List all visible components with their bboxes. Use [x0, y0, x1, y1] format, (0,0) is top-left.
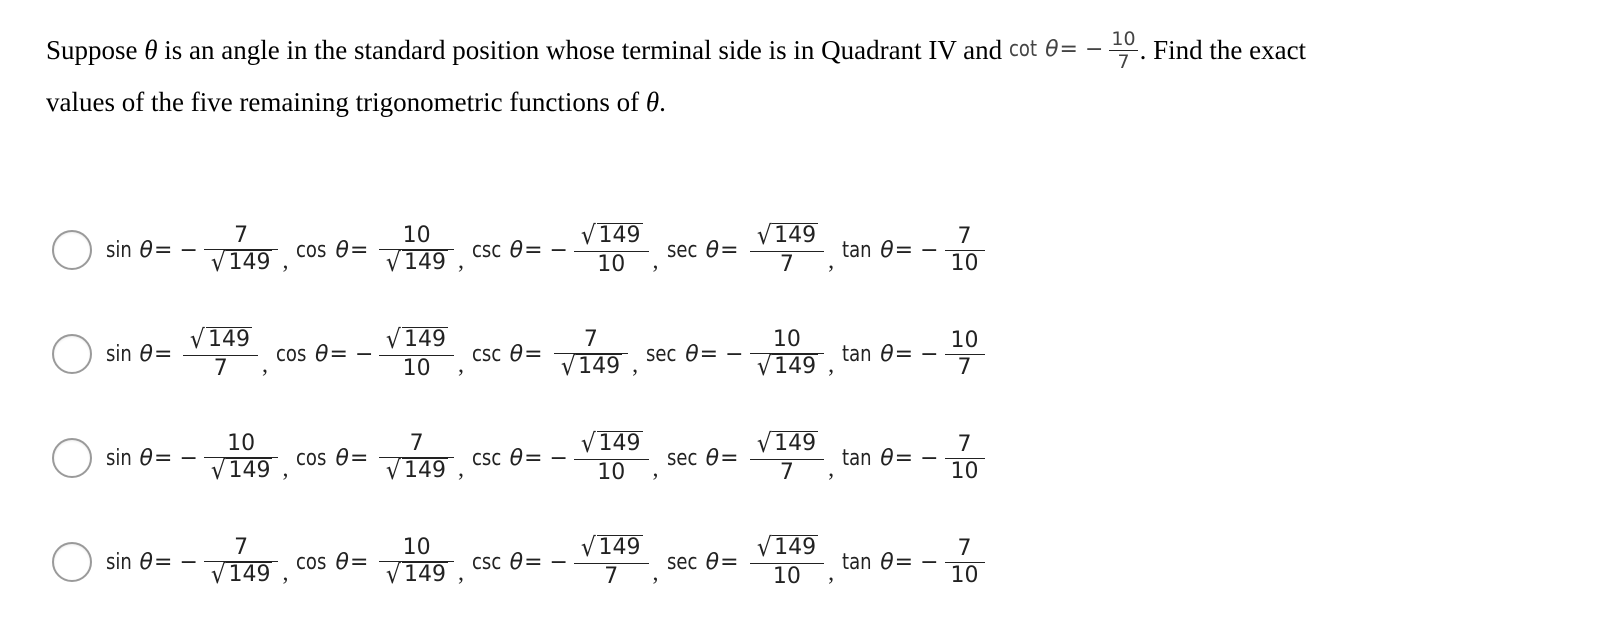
question-period: .: [659, 87, 666, 117]
radical-sign: √: [386, 559, 402, 590]
fraction-denominator: 7: [779, 459, 794, 485]
equals-sign: =: [349, 237, 369, 263]
theta-symbol: θ: [645, 87, 660, 117]
cot-numerator: 10: [1111, 27, 1136, 50]
fraction-denominator: 10: [950, 458, 979, 484]
function-name: sec: [666, 549, 697, 575]
function-name: csc: [471, 341, 502, 367]
equals-sign: =: [524, 445, 543, 471]
minus-sign: −: [725, 341, 744, 367]
comma: ,: [828, 559, 835, 586]
question-text-end: . Find the exact: [1139, 35, 1307, 65]
fraction-denominator: 7: [957, 354, 972, 380]
minus-sign: −: [920, 237, 939, 263]
theta-symbol: θ: [335, 237, 349, 263]
function-name: cos: [296, 445, 327, 471]
answer-option-4[interactable]: [52, 510, 987, 614]
function-name: sin: [106, 341, 132, 367]
fraction-denominator: 10: [597, 251, 626, 277]
comma: ,: [262, 351, 269, 378]
sec-term: [666, 532, 827, 590]
radical-sign: √: [210, 247, 226, 278]
radical-sign: √: [560, 351, 576, 382]
square-root: [189, 324, 252, 355]
square-root: [385, 247, 448, 278]
equals-sign: =: [349, 445, 369, 471]
fraction-numerator: [750, 428, 825, 459]
square-root: [210, 247, 273, 278]
fraction: [750, 220, 825, 278]
theta-symbol: θ: [705, 549, 720, 575]
equals-sign: =: [524, 549, 543, 575]
theta-symbol: θ: [705, 445, 720, 471]
radio-button[interactable]: [52, 334, 92, 374]
minus-sign: −: [549, 549, 568, 575]
radical-sign: √: [386, 247, 402, 278]
comma: ,: [457, 351, 464, 378]
minus-sign: −: [549, 237, 568, 263]
fraction-numerator: 10: [227, 430, 256, 456]
function-name: cos: [276, 341, 307, 367]
csc-term: [471, 220, 651, 278]
answer-options: [52, 198, 987, 614]
minus-sign: −: [179, 549, 198, 575]
square-root: [756, 532, 819, 563]
theta-symbol: θ: [139, 341, 153, 367]
fraction: [379, 223, 454, 278]
radical-sign: √: [210, 455, 226, 486]
answer-option-1[interactable]: [52, 198, 987, 302]
fraction: [183, 324, 258, 382]
fraction-numerator: 10: [402, 534, 431, 560]
fraction-numerator: 10: [402, 222, 431, 248]
square-root: [385, 324, 448, 355]
comma: ,: [828, 247, 835, 274]
radicand: 149: [774, 430, 817, 456]
csc-term: [472, 327, 630, 382]
sec-term: [666, 220, 827, 278]
question-text-line2: values of the five remaining trigonometric functions of: [46, 87, 646, 117]
cos-term: [296, 223, 456, 278]
minus-sign: −: [354, 341, 374, 367]
square-root: [210, 455, 273, 486]
equals-sign: =: [894, 341, 914, 367]
radicand: 149: [774, 222, 817, 248]
radicand: 149: [208, 326, 251, 352]
fraction: [379, 535, 454, 590]
option-expression: [106, 428, 987, 486]
square-root: [756, 428, 819, 459]
comma: ,: [282, 247, 289, 274]
fraction-denominator: 7: [779, 251, 794, 277]
square-root: [756, 351, 819, 382]
comma: ,: [282, 559, 289, 586]
theta-symbol: θ: [509, 549, 524, 575]
equals-sign: =: [349, 549, 369, 575]
minus-sign: −: [920, 549, 939, 575]
function-name: tan: [842, 445, 872, 471]
equals-sign: =: [720, 237, 739, 263]
radical-sign: √: [580, 220, 596, 251]
theta-symbol: θ: [144, 35, 158, 65]
fraction-denominator: 7: [604, 563, 619, 589]
cot-minus: −: [1084, 37, 1104, 62]
question-text: [46, 24, 1606, 128]
radical-sign: √: [190, 324, 206, 355]
fraction: [574, 532, 649, 590]
minus-sign: −: [920, 445, 939, 471]
fraction: [945, 432, 985, 485]
theta-symbol: θ: [139, 445, 153, 471]
theta-symbol: θ: [880, 445, 894, 471]
minus-sign: −: [179, 445, 198, 471]
fraction: [379, 324, 454, 382]
radicand: 149: [598, 534, 641, 560]
theta-symbol: θ: [509, 237, 524, 263]
equals-sign: =: [154, 341, 173, 367]
equals-sign: =: [894, 445, 914, 471]
fraction-numerator: [574, 220, 649, 251]
cot-fraction: [1109, 28, 1137, 73]
square-root: [580, 220, 643, 251]
comma: ,: [828, 351, 835, 378]
equals-sign: =: [720, 549, 739, 575]
fraction-numerator: 7: [583, 326, 598, 352]
equals-sign: =: [524, 237, 543, 263]
radio-button[interactable]: [52, 438, 92, 478]
equals-sign: =: [894, 237, 914, 263]
radicand: 149: [228, 249, 271, 275]
radical-sign: √: [386, 455, 402, 486]
fraction: [750, 327, 825, 382]
fraction-numerator: 10: [950, 327, 979, 353]
tan-term: [842, 432, 986, 485]
fraction-denominator: 10: [950, 250, 979, 276]
radicand: 149: [228, 457, 271, 483]
comma: ,: [828, 455, 835, 482]
cot-theta: θ: [1045, 37, 1059, 62]
radicand: 149: [403, 457, 446, 483]
theta-symbol: θ: [705, 237, 720, 263]
minus-sign: −: [549, 445, 568, 471]
equals-sign: =: [894, 549, 914, 575]
theta-symbol: θ: [335, 445, 349, 471]
question-line-1: [46, 24, 1606, 76]
fraction-denominator: [204, 455, 279, 486]
answer-option-3[interactable]: [52, 406, 987, 510]
theta-symbol: θ: [509, 341, 524, 367]
fraction: [204, 223, 279, 278]
fraction-numerator: 7: [409, 430, 424, 456]
fraction-denominator: [379, 247, 454, 278]
question-line-2: [46, 76, 1606, 128]
fraction-denominator: [204, 247, 279, 278]
theta-symbol: θ: [880, 237, 894, 263]
cos-term: [296, 535, 456, 590]
radical-sign: √: [580, 428, 596, 459]
fraction-denominator: [379, 559, 454, 590]
function-name: cos: [296, 549, 327, 575]
fraction-numerator: [750, 220, 825, 251]
answer-option-2[interactable]: [52, 302, 987, 406]
fraction: [554, 327, 629, 382]
function-name: sec: [666, 445, 697, 471]
equals-sign: =: [699, 341, 719, 367]
fraction-denominator: 10: [772, 563, 801, 589]
comma: ,: [652, 247, 659, 274]
theta-symbol: θ: [509, 445, 524, 471]
fraction-numerator: [574, 428, 649, 459]
sin-term: [106, 431, 280, 486]
question-text-middle: is an angle in the standard position whose terminal side is in Quadrant IV and: [157, 35, 1009, 65]
fraction: [945, 536, 985, 589]
fraction: [750, 428, 825, 486]
fraction-numerator: 7: [957, 535, 972, 561]
radical-sign: √: [756, 220, 772, 251]
csc-term: [471, 532, 651, 590]
square-root: [385, 455, 448, 486]
theta-symbol: θ: [335, 549, 349, 575]
function-name: csc: [471, 445, 502, 471]
theta-symbol: θ: [880, 341, 894, 367]
fraction: [945, 328, 985, 381]
sin-term: [106, 223, 280, 278]
tan-term: [842, 224, 986, 277]
question-text-start: Suppose: [46, 35, 145, 65]
fraction: [945, 224, 985, 277]
cos-term: [296, 431, 456, 486]
fraction-denominator: 10: [950, 562, 979, 588]
cos-term: [276, 324, 456, 382]
equals-sign: =: [154, 549, 173, 575]
radical-sign: √: [580, 532, 596, 563]
comma: ,: [632, 351, 639, 378]
function-name: tan: [842, 549, 872, 575]
given-cot-expression: [1009, 24, 1140, 76]
comma: ,: [282, 455, 289, 482]
fraction: [574, 220, 649, 278]
function-name: cos: [296, 237, 327, 263]
option-expression: [106, 324, 987, 382]
cot-denominator: 7: [1117, 50, 1130, 73]
radicand: 149: [598, 430, 641, 456]
square-root: [560, 351, 623, 382]
sec-term: [646, 327, 826, 382]
fraction-denominator: 10: [402, 355, 431, 381]
theta-symbol: θ: [139, 237, 153, 263]
sec-term: [666, 428, 827, 486]
equals-sign: =: [720, 445, 739, 471]
function-name: tan: [842, 237, 872, 263]
radicand: 149: [774, 353, 817, 379]
fraction: [379, 431, 454, 486]
square-root: [756, 220, 819, 251]
fraction-denominator: [379, 455, 454, 486]
fraction: [204, 431, 279, 486]
comma: ,: [652, 559, 659, 586]
comma: ,: [457, 247, 464, 274]
tan-term: [842, 328, 986, 381]
square-root: [580, 532, 643, 563]
radical-sign: √: [756, 428, 772, 459]
radical-sign: √: [756, 351, 772, 382]
comma: ,: [457, 455, 464, 482]
fraction-numerator: 7: [957, 431, 972, 457]
radicand: 149: [403, 561, 446, 587]
fraction-numerator: [379, 324, 454, 355]
radicand: 149: [228, 561, 271, 587]
theta-symbol: θ: [880, 549, 894, 575]
fraction-denominator: [554, 351, 629, 382]
cot-label: cot: [1008, 37, 1037, 62]
fraction-denominator: [750, 351, 825, 382]
function-name: sec: [666, 237, 697, 263]
function-name: sin: [106, 549, 132, 575]
comma: ,: [457, 559, 464, 586]
radical-sign: √: [756, 532, 772, 563]
fraction: [574, 428, 649, 486]
function-name: sec: [646, 341, 677, 367]
square-root: [385, 559, 448, 590]
function-name: sin: [106, 237, 132, 263]
function-name: tan: [842, 341, 872, 367]
fraction: [204, 535, 279, 590]
radicand: 149: [774, 534, 817, 560]
theta-symbol: θ: [315, 341, 329, 367]
tan-term: [842, 536, 986, 589]
equals-sign: =: [154, 445, 173, 471]
fraction-denominator: 7: [213, 355, 228, 381]
radicand: 149: [403, 249, 446, 275]
radicand: 149: [598, 222, 641, 248]
function-name: sin: [106, 445, 132, 471]
fraction-denominator: 10: [597, 459, 626, 485]
radical-sign: √: [386, 324, 402, 355]
comma: ,: [652, 455, 659, 482]
sin-term: [106, 535, 280, 590]
theta-symbol: θ: [685, 341, 699, 367]
fraction-denominator: [204, 559, 279, 590]
radio-button[interactable]: [52, 542, 92, 582]
csc-term: [471, 428, 651, 486]
fraction-numerator: [750, 532, 825, 563]
function-name: csc: [471, 237, 502, 263]
theta-symbol: θ: [139, 549, 153, 575]
minus-sign: −: [920, 341, 939, 367]
fraction-numerator: 10: [772, 326, 801, 352]
minus-sign: −: [179, 237, 198, 263]
radio-button[interactable]: [52, 230, 92, 270]
equals-sign: =: [524, 341, 543, 367]
equals-sign: =: [329, 341, 348, 367]
function-name: csc: [471, 549, 502, 575]
radical-sign: √: [210, 559, 226, 590]
equals-sign: =: [154, 237, 173, 263]
fraction-numerator: [574, 532, 649, 563]
option-expression: [106, 220, 987, 278]
fraction-numerator: 7: [234, 534, 249, 560]
fraction: [750, 532, 825, 590]
fraction-numerator: [183, 324, 258, 355]
cot-equals: =: [1059, 37, 1078, 62]
fraction-numerator: 7: [957, 223, 972, 249]
square-root: [210, 559, 273, 590]
sin-term: [106, 324, 260, 382]
fraction-numerator: 7: [234, 222, 249, 248]
square-root: [580, 428, 643, 459]
radicand: 149: [403, 326, 446, 352]
radicand: 149: [578, 353, 621, 379]
option-expression: [106, 532, 987, 590]
